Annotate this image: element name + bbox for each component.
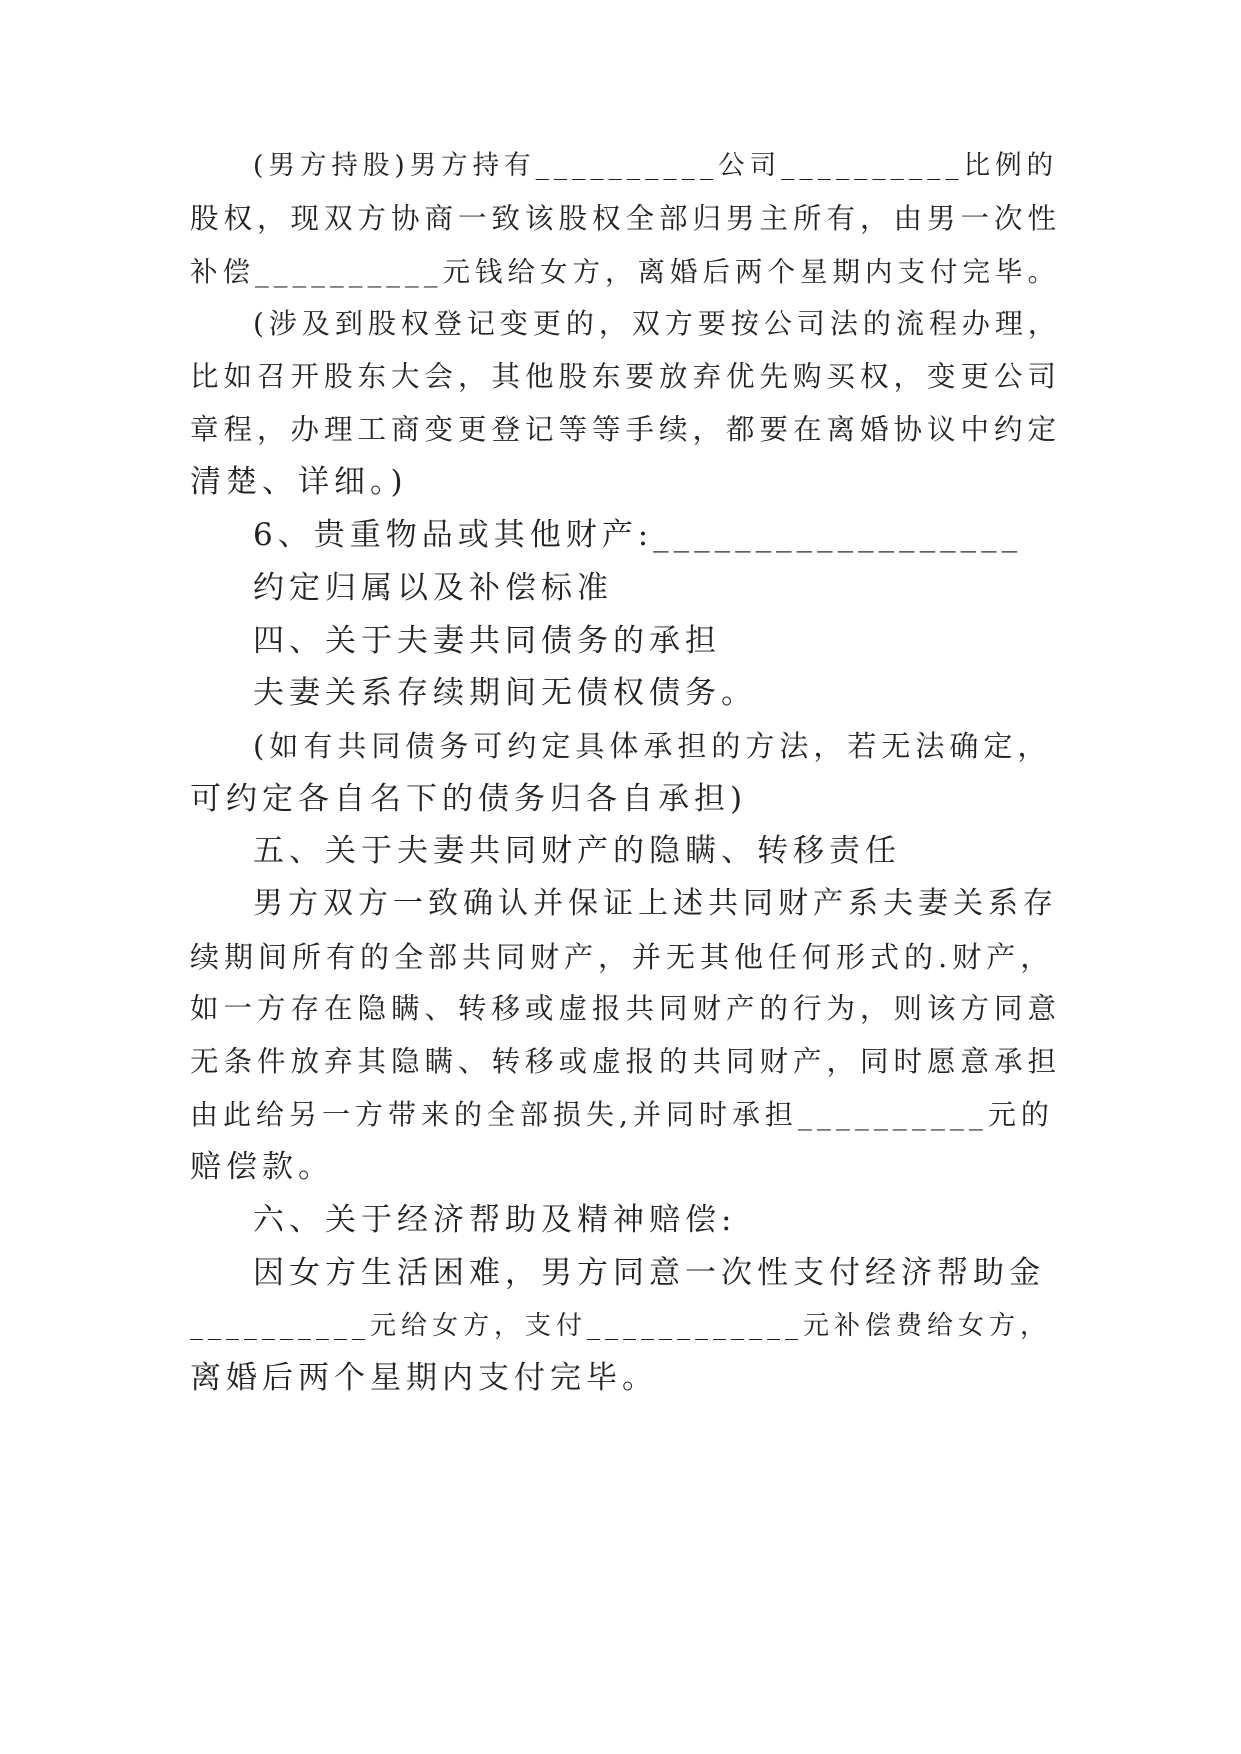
text-line: 离婚后两个星期内支付完毕。	[190, 1360, 658, 1396]
text-line: 夫妻关系存续期间无债权债务。	[253, 675, 757, 711]
text-line: 章程，办理工商变更登记等等手续，都要在离婚协议中约定	[190, 413, 1062, 446]
text-line: 股权，现双方协商一致该股权全部归男主所有，由男一次性	[190, 202, 1062, 235]
text-line: 补偿__________元钱给女方，离婚后两个星期内支付完毕。	[190, 256, 1060, 288]
section-heading: 五、关于夫妻共同财产的隐瞒、转移责任	[253, 833, 901, 869]
text-line: (涉及到股权登记变更的，双方要按公司法的流程办理，	[253, 307, 1061, 340]
text-line: __________元给女方，支付____________元补偿费给女方，	[190, 1311, 1052, 1341]
text-line: 无条件放弃其隐瞒、转移或虚报的共同财产，同时愿意承担	[190, 1045, 1062, 1078]
text-line: 男方双方一致确认并保证上述共同财产系夫妻关系存	[253, 886, 1058, 921]
text-line: 6、贵重物品或其他财产:__________________	[253, 517, 1023, 553]
text-line: 约定归属以及补偿标准	[253, 570, 613, 606]
text-line: 由此给另一方带来的全部损失,并同时承担__________元的	[190, 1098, 1054, 1131]
text-line: (男方持股)男方持有__________公司__________比例的	[253, 150, 1059, 181]
section-heading: 四、关于夫妻共同债务的承担	[253, 623, 721, 659]
text-line: 清楚、详细。)	[190, 464, 408, 500]
section-heading: 六、关于经济帮助及精神赔偿:	[253, 1202, 737, 1238]
text-line: 因女方生活困难，男方同意一次性支付经济帮助金	[253, 1255, 1045, 1291]
text-line: 赔偿款。	[190, 1149, 334, 1185]
text-line: 比如召开股东大会，其他股东要放弃优先购买权，变更公司	[190, 360, 1062, 393]
text-line: 续期间所有的全部共同财产，并无其他任何形式的.财产，	[190, 940, 1055, 974]
text-line: 如一方存在隐瞒、转移或虚报共同财产的行为，则该方同意	[190, 992, 1062, 1025]
text-line: (如有共同债务可约定具体承担的方法，若无法确定，	[253, 729, 1052, 763]
text-line: 可约定各自名下的债务归各自承担)	[190, 781, 748, 817]
